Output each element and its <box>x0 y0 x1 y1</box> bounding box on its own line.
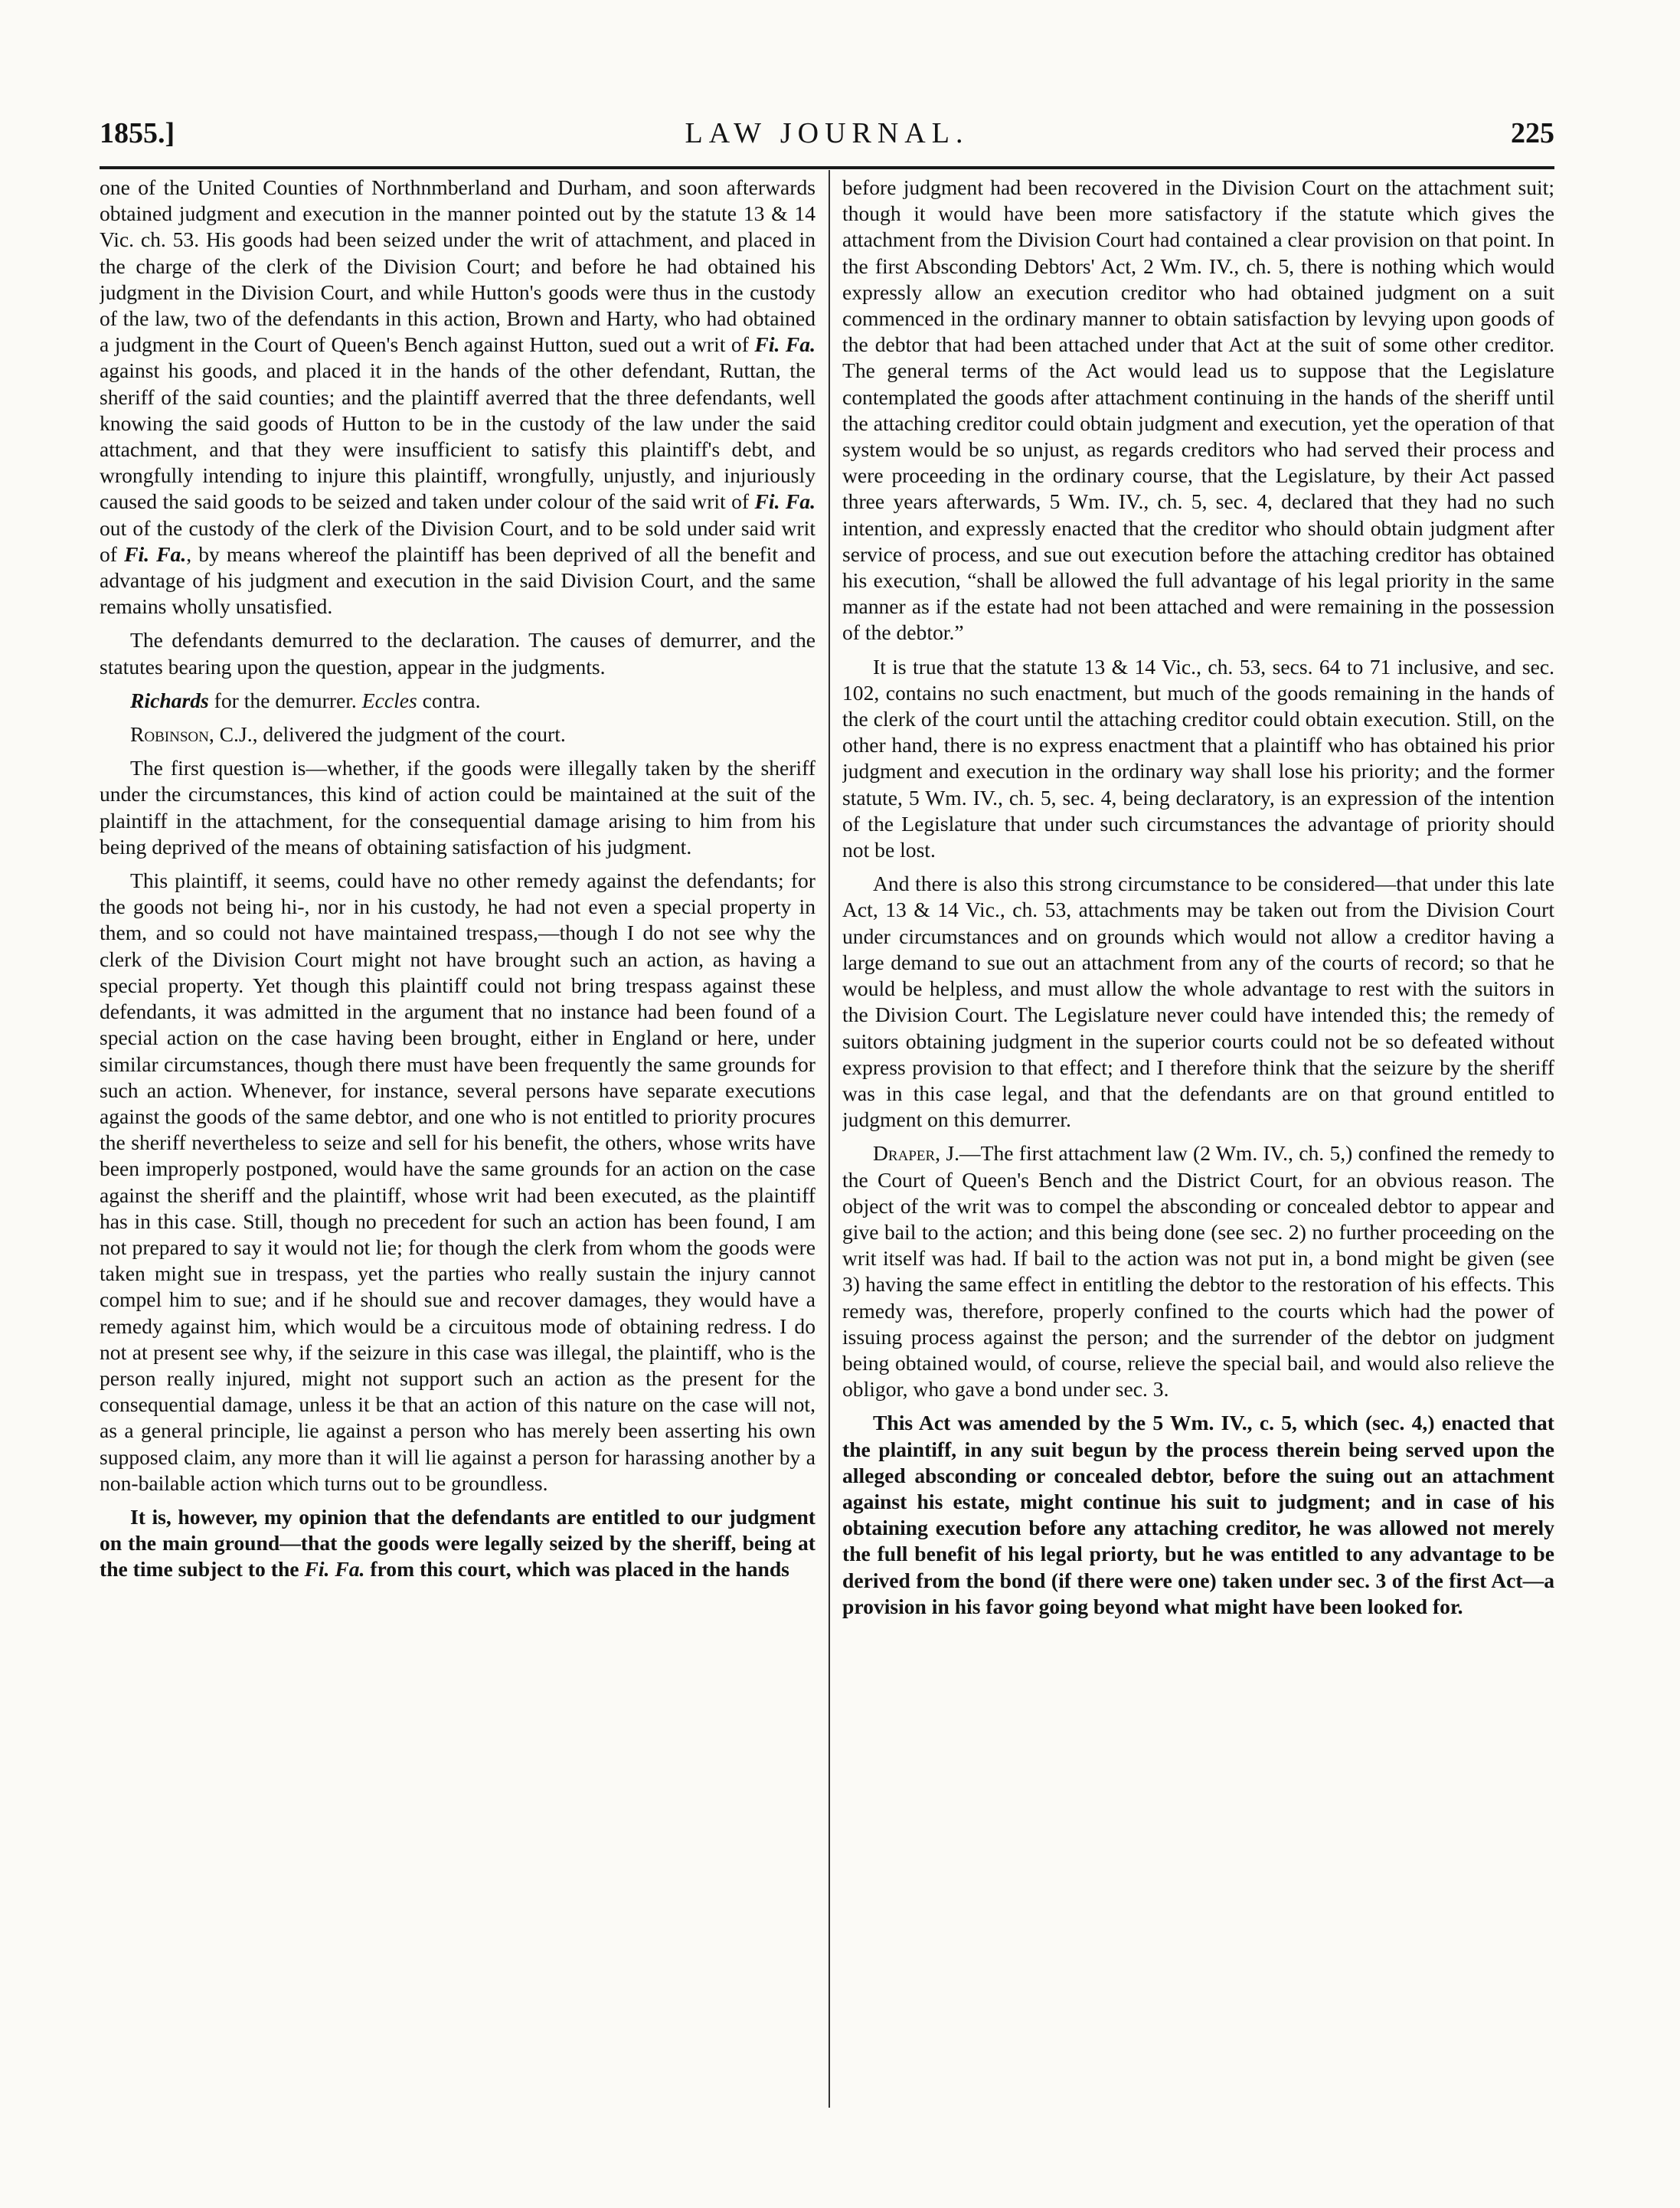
counsel-name: Eccles <box>361 688 417 712</box>
paragraph: This Act was amended by the 5 Wm. IV., c. 5, which (sec. 4,) enacted that the plaintiff, in any suit begun by the process therein being served upon the alleged absconding or concealed debtor, before the suing out an attachment against his estate, might continue his suit to judgment; and in case of his obtaining execution before any attaching creditor, he was allowed not merely the full benefit of his legal priorty, but he was entitled to any advantage to be derived from the bond (if there were one) taken under sec. 3 of the first Act—a provision in his favor going beyond what might have been looked for. <box>842 1411 1554 1618</box>
writ-name: Fi. Fa. <box>754 489 815 514</box>
paragraph: And there is also this strong circumstance to be considered—that under this late Act, 13 & 14 Vic., ch. 53, attachments may be taken out from the Division Court under circumstances and on grounds which would not allow a creditor having a large demand to sue out an attachment from any of the courts of record; so that he would be helpless, and must allow the whole advantage to rest with the suitors in the Division Court. The Legislature never could have intended this; the remedy of suitors obtaining judgment in the superior courts could not be so defeated without express provision to that effect; and I therefore think that the seizure by the sheriff was in this case legal, and that the defendants are on that ground entitled to judgment on this demurrer. <box>842 872 1554 1132</box>
paragraph-text: from this court, which was placed in the hands <box>370 1557 789 1582</box>
paragraph-text: , J.—The first attachment law (2 Wm. IV., ch. 5,) confined the remedy to the Court of Queen's Bench and the District Court, for an obvious reason. The object of the writ was to compel the absconding or concealed debtor to appear and give bail to the action; and this being done (see sec. 2) no further proceeding on the writ itself was had. If bail to the action was not put in, a bond might be given (see 3) having the same effect in entitling the debtor to the restoration of his effects. This remedy was, therefore, properly confined to the courts which had the power of issuing process against the person; and the surrender of the debtor on judgment being obtained would, of course, relieve the special bail, and would also relieve the obligor, who gave a bond under sec. 3. <box>842 1141 1554 1402</box>
writ-name: Fi. Fa. <box>304 1557 365 1582</box>
journal-title: LAW JOURNAL. <box>685 117 969 149</box>
counsel-name: Richards <box>130 688 209 712</box>
paragraph: The defendants demurred to the declaration. The causes of demurrer, and the statutes bearing upon the question, appear in the judgments. <box>100 628 815 679</box>
paragraph: This plaintiff, it seems, could have no other remedy against the defendants; for the goods not being hi-, nor in his custody, he had not even a special property in them, and so could not have maintained trespass,—though I do not see why the clerk of the Division Court might not have brought such an action, as having a special property. Yet though this plaintiff could not bring trespass against these defendants, it was admitted in the argument that no instance had been found of a special action on the case having been brought, either in England or here, under similar circumstances, though there must have been frequently the same grounds for such an action. Whenever, for instance, several persons have separate executions against the goods of the same debtor, and one who is not entitled to priority procures the sheriff nevertheless to seize and sell for his benefit, the others, whose writs have been improperly postponed, would have the same grounds for an action on the case against the sheriff and the plaintiff, whose writ had been executed, as the plaintiff has in this case. Still, though no precedent for such an action has been found, I am not prepared to say it would not lie; for though the clerk from whom the goods were taken might sue in trespass, yet the parties who really sustain the injury cannot compel him to sue; and if he should sue and recover damages, they would have a remedy against him, which would be a circuitous mode of obtaining redress. I do not at present see why, if the seizure in this case was illegal, the plaintiff, who is the person really injured, might not support such an action as the present for the consequential damage, unless it be that an action of this nature on the case will not, as a general principle, lie against a person who has merely been asserting his own supposed claim, any more than it will lie against a person for harassing another by a non-bailable action which turns out to be groundless. <box>100 868 815 1495</box>
judge-paragraph <box>842 1140 1554 1402</box>
judge-line <box>100 721 815 747</box>
paragraph <box>100 175 815 620</box>
header-year: 1855.] <box>100 117 175 149</box>
paragraph-text: out of the custody of the clerk of the Division Court, and to be sold under said writ of <box>100 515 815 566</box>
paragraph-text: one of the United Counties of Northnmberland and Durham, and soon afterwards obtained judgment and execution in the manner pointed out by the statute 13 & 14 Vic. ch. 53. His goods had been seized under the writ of attachment, and placed in the charge of the clerk of the Division Court; and before he had obtained his judgment in the Division Court, and while Hutton's goods were thus in the custody of the law, two of the defendants in this action, Brown and Harty, who had obtained a judgment in the Court of Queen's Bench against Hutton, sued out a writ of <box>100 175 815 357</box>
paragraph-text: , by means whereof the plaintiff has been deprived of all the benefit and advantage of his judgment and execution in the said Division Court, and the same remains wholly unsatisfied. <box>100 541 815 619</box>
judge-name: Robinson <box>130 722 209 747</box>
paragraph <box>100 1504 815 1583</box>
writ-name: Fi. Fa. <box>124 541 187 566</box>
judge-text: , C.J., delivered the judgment of the court. <box>208 722 566 747</box>
page-number: 225 <box>1511 117 1554 149</box>
column-divider <box>829 170 830 2108</box>
paragraph: The first question is—whether, if the goods were illegally taken by the sheriff under the circumstances, this kind of action could be maintained at the suit of the plaintiff in the attachment, for the consequential damage arising to him from his being deprived of the means of obtaining satisfaction of his judgment. <box>100 756 815 859</box>
paragraph-text: against his goods, and placed it in the hands of the other defendant, Ruttan, the sheriff of the said counties; and the plaintiff averred that the three defendants, well knowing the said goods of Hutton to be in the custody of the law under the said attachment, and that they were insufficient to satisfy this plaintiff's debt, and wrongfully intending to injure this plaintiff, wrongfully, unjustly, and injuriously caused the said goods to be seized and taken under colour of the said writ of <box>100 358 815 514</box>
paragraph: It is true that the statute 13 & 14 Vic., ch. 53, secs. 64 to 71 inclusive, and sec. 102, contains no such enactment, but much of the goods remaining in the hands of the clerk of the court until the attaching creditor could obtain execution. Still, on the other hand, there is no express enactment that a plaintiff who has obtained his prior judgment and execution in the ordinary way shall lose his priority; and the former statute, 5 Wm. IV., ch. 5, sec. 4, being declaratory, is an expression of the intention of the Legislature that under such circumstances the advantage of priority should not be lost. <box>842 654 1554 862</box>
writ-name: Fi. Fa. <box>754 332 815 357</box>
counsel-text: for the demurrer. <box>214 688 357 712</box>
paragraph-text: It is, however, my opinion that the defendants are entitled to our judgment on the main ground—that the goods were legally seized by the sheriff, being at the time subject to the <box>100 1504 815 1582</box>
counsel-text: contra. <box>422 688 481 712</box>
right-column <box>842 175 1554 2112</box>
running-header <box>100 116 1554 162</box>
left-column <box>100 175 815 2112</box>
header-rule <box>100 166 1554 169</box>
counsel-line <box>100 688 815 714</box>
paragraph: before judgment had been recovered in the Division Court on the attachment suit; though it would have been more satisfactory if the statute which gives the attachment from the Division Court had contained a clear provision on that point. In the first Absconding Debtors' Act, 2 Wm. IV., ch. 5, there is nothing which would expressly allow an execution creditor who had obtained judgment on a suit commenced in the ordinary manner to obtain satisfaction by levying upon goods of the debtor that had been attached under that Act at the suit of some other creditor. The general terms of the Act would lead us to suppose that the Legislature contemplated the goods after attachment continuing in the hands of the sheriff until the attaching creditor could obtain judgment and execution, yet the operation of that system would be so unjust, as regards creditors who had served their process and were proceeding in the ordinary course, that the Legislature, by their Act passed three years afterwards, 5 Wm. IV., ch. 5, sec. 4, declared that they had no such intention, and expressly enacted that the creditor who should obtain judgment after service of process, and sue out execution before the attaching creditor has obtained his execution, “shall be allowed the full advantage of his legal priority in the same manner as if the estate had not been attached and were remaining in the possession of the debtor.” <box>842 175 1554 645</box>
judge-name: Draper <box>873 1141 936 1166</box>
